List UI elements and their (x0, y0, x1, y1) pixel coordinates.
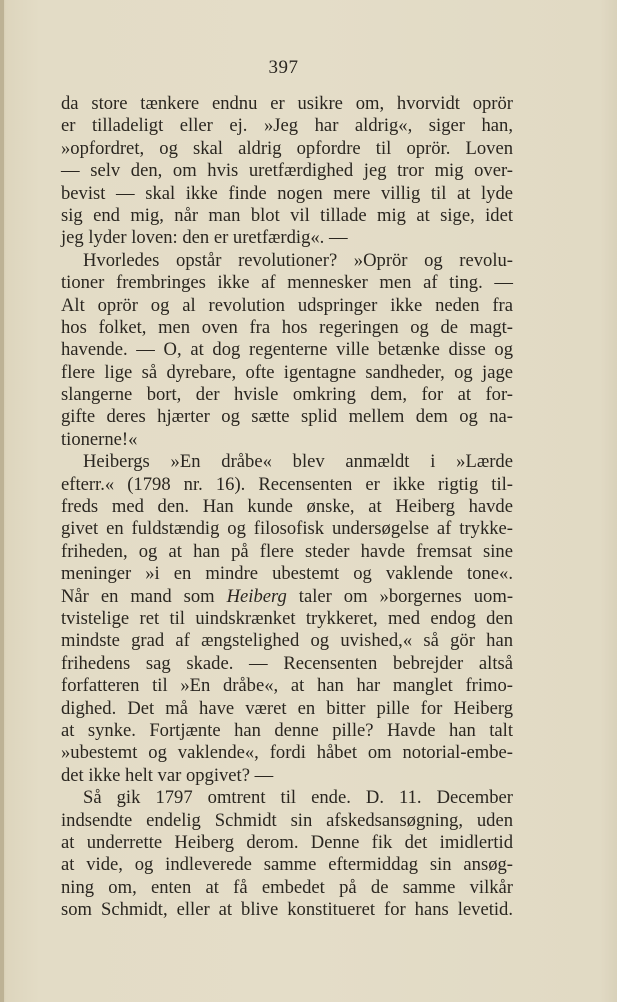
text-line: givet en fuldstændig og filosofisk undersøgelse af trykke- (61, 518, 513, 540)
text-line: mindste grad af ængstelighed og uvished,« så gör han (61, 630, 513, 652)
text-line: det ikke helt var opgivet? — (61, 764, 274, 786)
text-line: at synke. Fortjænte han denne pille? Havde han talt (61, 719, 513, 741)
text-line: da store tænkere endnu er usikre om, hvorvidt oprör (61, 93, 513, 114)
text-line-with-italic (61, 586, 513, 608)
text-line: slangerne bort, der hvisle omkring dem, for at for- (61, 384, 513, 406)
text-line: »opfordret, og skal aldrig opfordre til oprör. Loven (61, 137, 513, 159)
text-line: »ubestemt og vaklende«, fordi håbet om notorial-embe- (61, 742, 513, 764)
text-line: tvistelige ret til uindskrænket trykkeret, med endog den (61, 607, 513, 629)
text-line: efterr.« (1798 nr. 16). Recensenten er ikke rigtig til- (61, 473, 513, 495)
text-line: indsendte endelig Schmidt sin afskedsansøgning, uden (61, 809, 513, 831)
text-line: hos folket, men oven fra hos regeringen og de magt- (61, 316, 513, 338)
text-line: at vide, og indleverede samme eftermiddag sin ansøg- (61, 854, 513, 876)
text-segment: taler om »borgernes uom- (286, 585, 514, 607)
text-line: Alt oprör og al revolution udspringer ikke neden fra (61, 294, 513, 316)
text-line: dighed. Det må have været en bitter pille for Heiberg (61, 697, 513, 719)
text-line: sig end mig, når man blot vil tillade mig at sige, idet (61, 204, 513, 226)
text-line: tionerne!« (61, 428, 138, 450)
text-line: freds med den. Han kunde ønske, at Heiberg havde (61, 496, 513, 518)
body-text (61, 93, 513, 921)
text-line: meninger »i en mindre ubestemt og vaklende tone«. (61, 563, 513, 585)
text-line: frihedens sag skade. — Recensenten bebrejder altså (61, 652, 513, 674)
text-line: som Schmidt, eller at blive konstitueret for hans levetid. (61, 899, 513, 921)
text-line: Heibergs »En dråbe« blev anmældt i »Lærde (83, 451, 513, 473)
text-line: flere lige så dyrebare, ofte igentagne sandheder, og jage (61, 361, 513, 383)
italic-name: Heiberg (226, 585, 287, 607)
text-line: at underrette Heiberg derom. Denne fik det imidlertid (61, 831, 513, 853)
text-line: forfatteren til »En dråbe«, at han har manglet frimo- (61, 675, 513, 697)
text-line: ning om, enten at få embedet på de samme vilkår (61, 876, 513, 898)
text-line: havende. — O, at dog regenterne ville betænke disse og (61, 339, 513, 361)
text-line: Så gik 1797 omtrent til ende. D. 11. December (83, 787, 513, 809)
text-line: bevist — skal ikke finde nogen mere villig til at lyde (61, 182, 513, 204)
text-line: friheden, og at han på flere steder havde fremsat sine (61, 540, 513, 562)
page-number: 397 (268, 57, 299, 78)
text-line: tioner frembringes ikke af mennesker men af ting. — (61, 272, 513, 294)
text-segment: Når en mand som (61, 585, 227, 607)
text-line: er tilladeligt eller ej. »Jeg har aldrig«, siger han, (61, 115, 513, 137)
text-line: — selv den, om hvis uretfærdighed jeg tror mig over- (61, 160, 513, 182)
page-binding-edge (0, 0, 4, 1002)
text-line: Hvorledes opstår revolutioner? »Oprör og revolu- (83, 249, 513, 271)
text-line: jeg lyder loven: den er uretfærdig«. — (61, 227, 348, 249)
text-line: gifte deres hjærter og sætte splid mellem dem og na- (61, 406, 513, 428)
